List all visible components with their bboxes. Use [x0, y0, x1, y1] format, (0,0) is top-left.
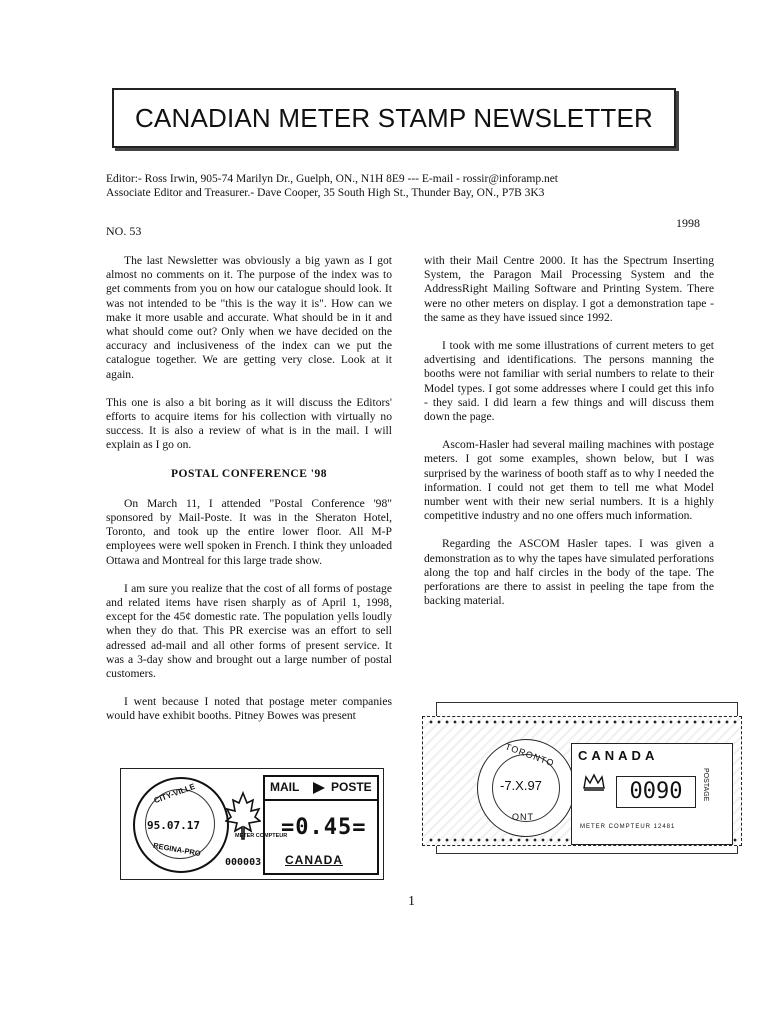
postage-value: =0.45=	[281, 815, 367, 840]
meter-label: METER COMPTEUR	[235, 833, 288, 839]
paragraph: On March 11, I attended "Postal Conference '98" sponsored by Mail-Poste. It was in the Sheraton Hotel, Toronto, and took up the entire lower floor. All M-P employees were well spoken in French. I think they unloaded Ottawa and Montreal for this large trade show.	[106, 496, 392, 567]
meter-frame	[225, 775, 379, 875]
meter-serial: 000003	[225, 857, 262, 868]
paragraph: I went because I noted that postage meter companies would have exhibit booths. Pitney Bowes was present	[106, 695, 392, 723]
postmark-date: 95.07.17	[147, 819, 200, 832]
masthead-box	[112, 88, 676, 148]
meter-stamp-hasler-tape	[422, 702, 748, 862]
meter-stamp-mail-poste	[120, 768, 384, 880]
editor-info	[106, 172, 706, 200]
right-column	[424, 254, 714, 622]
page-number: 1	[408, 894, 415, 909]
postmark-province: ONT	[512, 812, 534, 822]
postmark-circle	[133, 777, 229, 873]
postmark-date: -7.X.97	[500, 778, 542, 793]
postmark-circle	[477, 739, 575, 837]
issue-year: 1998	[676, 216, 700, 230]
meter-brand-bar	[265, 777, 377, 801]
arrow-icon	[313, 782, 325, 794]
section-heading: POSTAL CONFERENCE '98	[171, 467, 327, 480]
paragraph: Ascom-Hasler had several mailing machines with postage meters. I got some examples, shown below, but I was surprised by the wariness of booth staff as to why I needed the information. I could not get them to tell me what Model number went with their new serial numbers. It is a highly competitive industry and no one offers much information.	[424, 438, 714, 523]
newsletter-title: CANADIAN METER STAMP NEWSLETTER	[134, 103, 654, 133]
meter-country: CANADA	[285, 853, 343, 867]
paragraph: I took with me some illustrations of current meters to get advertising and identifications. The persons manning the booths were not familiar with serial numbers to relate to their Model types. I got some addresses where I could get this info - they said. I did learn a few things and will discuss them down the page.	[424, 339, 714, 424]
paragraph: with their Mail Centre 2000. It has the Spectrum Inserting System, the Paragon Mail Processing System and the AddressRight Mailing Software and Printing System. There were no other meters on display. I got a demonstration tape - the same as they have issued since 1992.	[424, 254, 714, 324]
meter-tape	[422, 716, 742, 846]
paragraph: The last Newsletter was obviously a big yawn as I got almost no comments on it. The purpose of the index was to get comments from you on how our catalogue should look. It was not intended to be "this is the way it is". How can we make it more usable and accurate. What should be in it and what should come out? Only when we have decided on the accuracy and inclusiveness of the index can we put the catalogue together. We are getting very close. Look at it again.	[106, 254, 392, 381]
paragraph: Regarding the ASCOM Hasler tapes. I was given a demonstration as to why the tapes have simulated perforations along the top and half circles in the body of the tape. The perforations are there to assist in peeling the tape from the backing material.	[424, 537, 714, 608]
crown-icon	[582, 772, 606, 792]
brand-poste: POSTE	[331, 780, 372, 794]
postmark-town: TORONTO	[503, 741, 556, 769]
paragraph: This one is also a bit boring as it will discuss the Editors' efforts to acquire items for his collection with virtually no success. It is also a review of what is in the mail. I will explain as I go on.	[106, 395, 392, 452]
paragraph: I am sure you realize that the cost of all forms of postage and related items have risen sharply as of April 1, 1998, except for the 45¢ domestic rate. The population yells loudly when they do that. This PR exercise was an effort to sell adressed ad-mail and all other forms of present service. It was a 3-day show and brought out a large number of postal customers.	[106, 581, 392, 681]
tape-perforation-top	[427, 719, 737, 725]
brand-mail: MAIL	[270, 780, 300, 794]
postmark-region: REGINA-PRO	[152, 840, 202, 859]
left-column	[106, 254, 392, 738]
editor-line: Editor:- Ross Irwin, 905-74 Marilyn Dr., Guelph, ON., N1H 8E9 --- E-mail - rossir@inforamp.net	[106, 173, 558, 185]
associate-editor-line: Associate Editor and Treasurer.- Dave Cooper, 35 South High St., Thunder Bay, ON., P7B 3K3	[106, 187, 545, 199]
postage-value: 0090	[616, 776, 696, 808]
meter-footer: METER COMPTEUR 12481	[580, 824, 676, 830]
postage-side-label: POSTAGE	[702, 768, 709, 802]
issue-number: NO. 53	[106, 224, 142, 238]
postmark-town: CITY-VILLE	[152, 781, 197, 806]
meter-frame	[571, 743, 733, 845]
meter-country: CANADA	[578, 748, 659, 763]
